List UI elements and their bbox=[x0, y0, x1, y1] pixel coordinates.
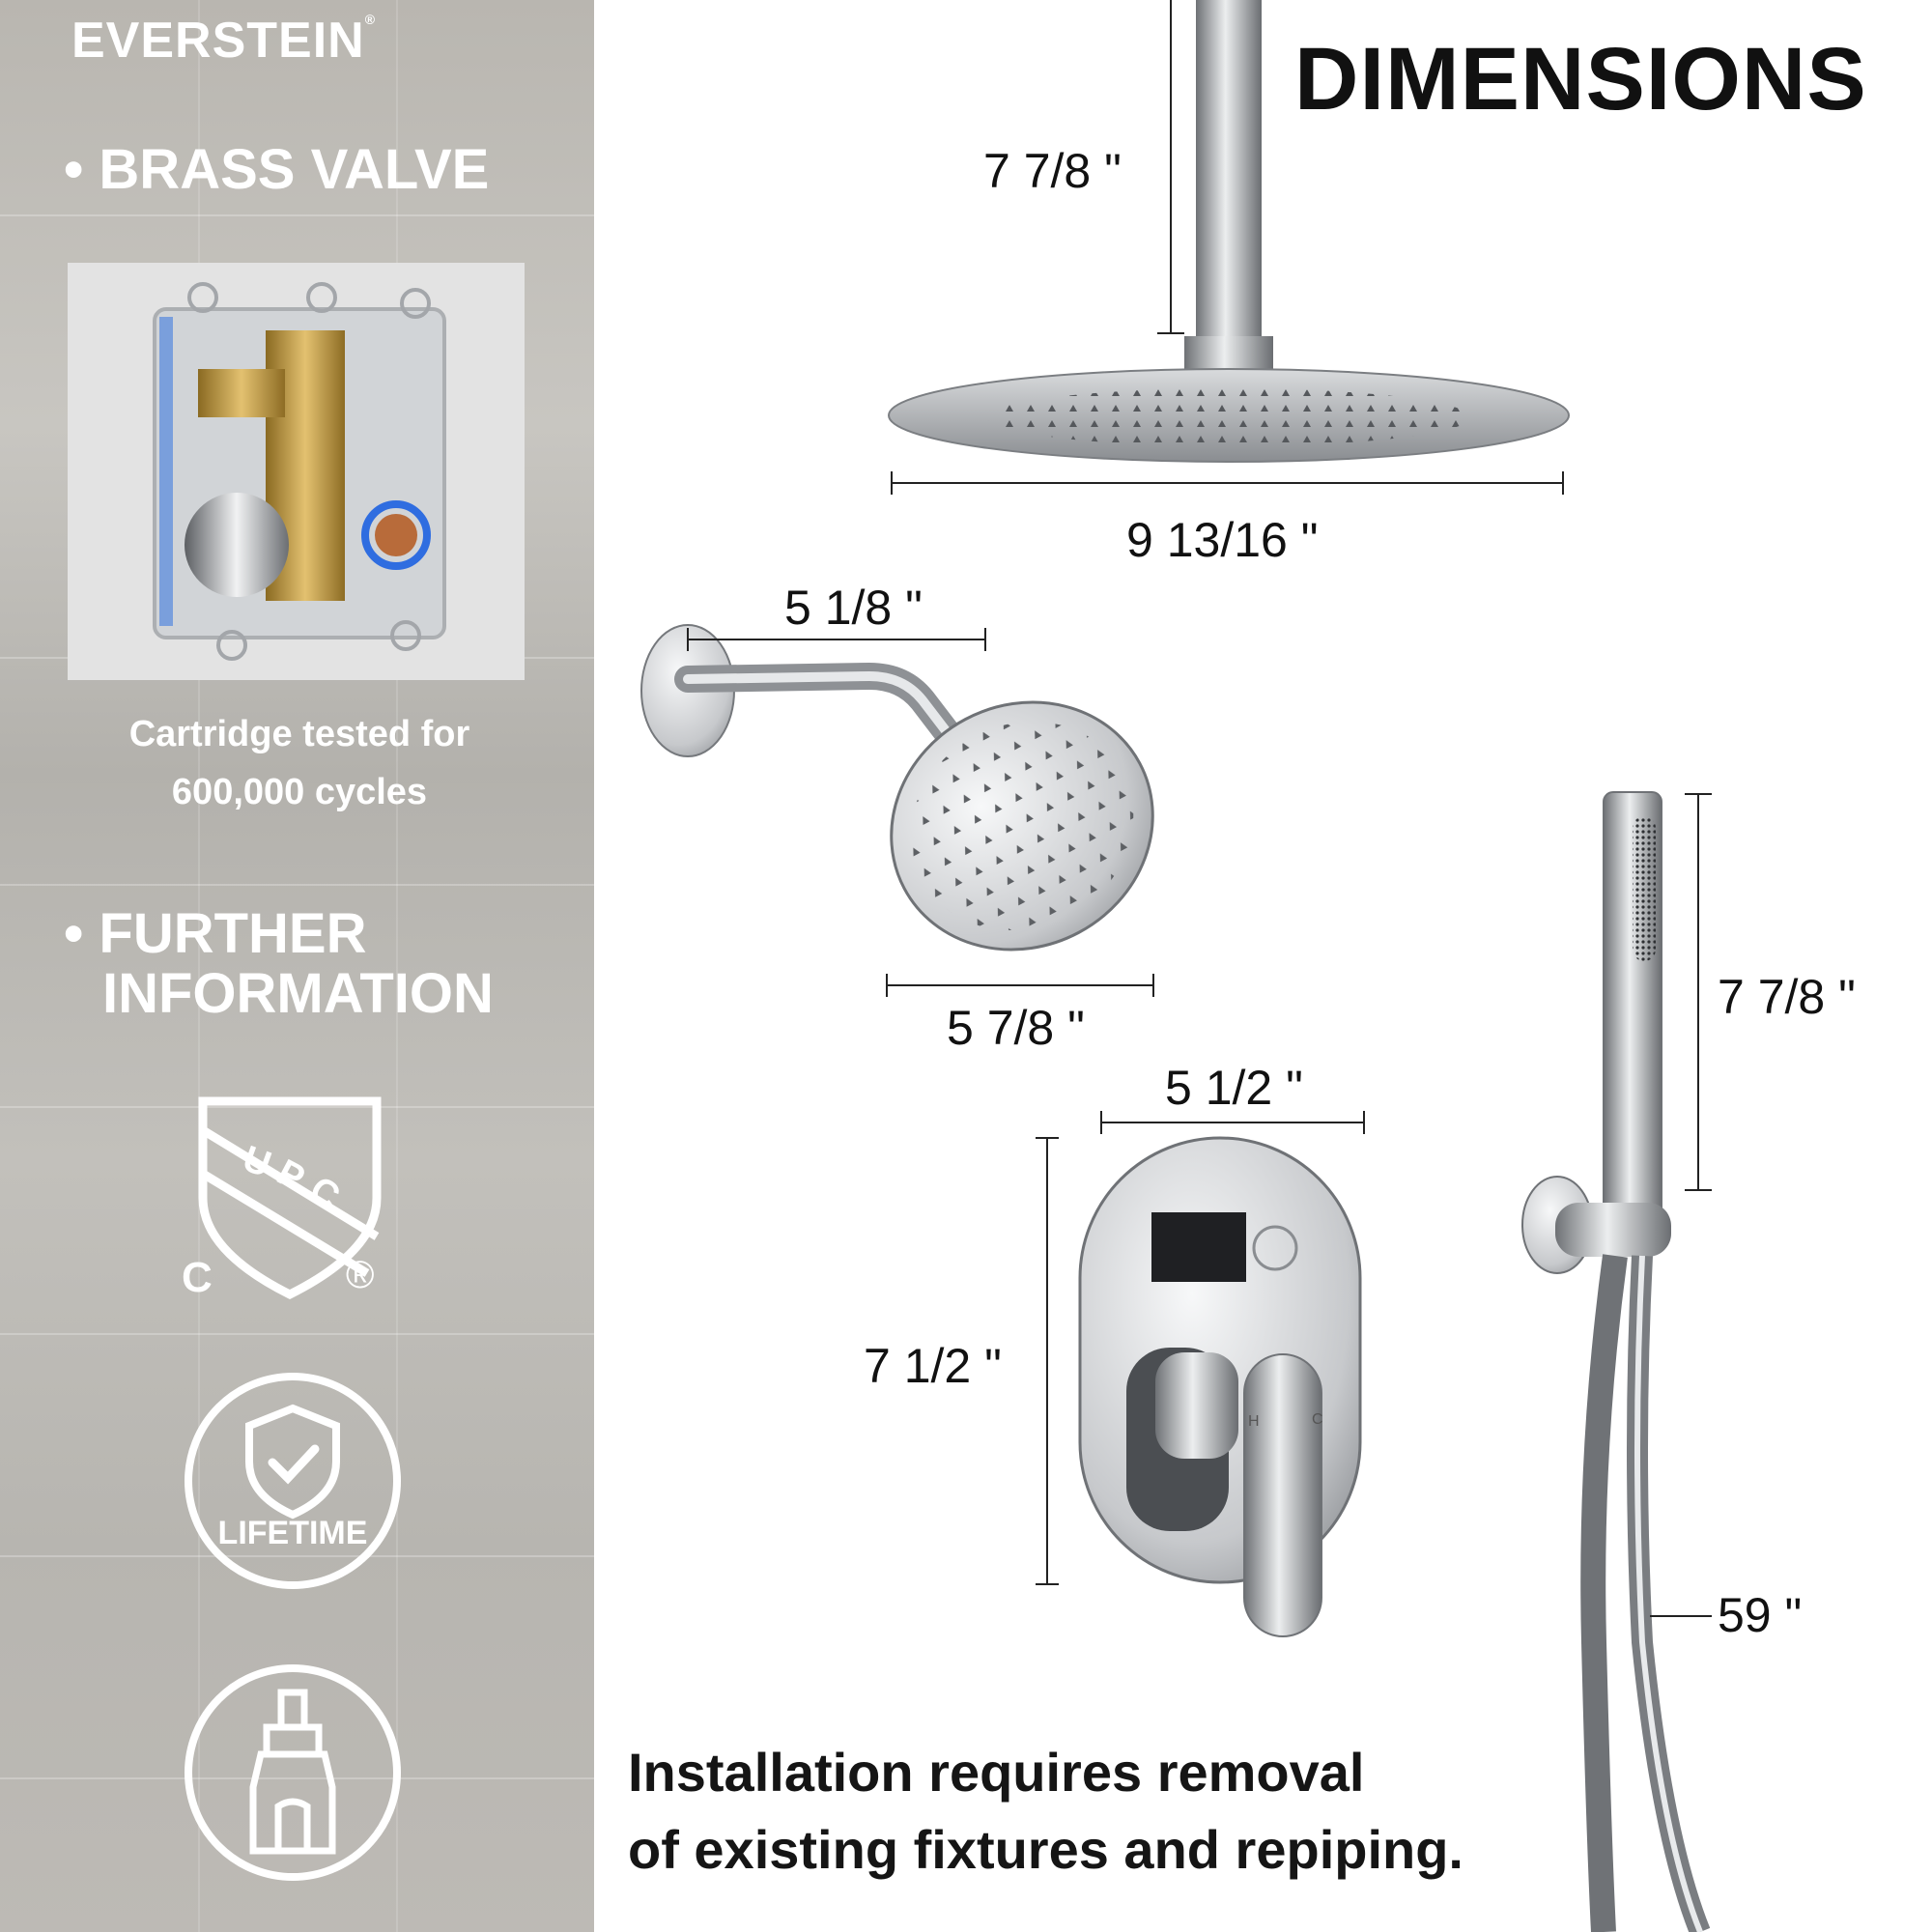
upc-letter-p: P bbox=[270, 1151, 311, 1200]
dim-label-hose: 59 " bbox=[1718, 1588, 1803, 1642]
installation-note-line-2: of existing fixtures and repiping. bbox=[628, 1819, 1463, 1880]
cold-marking: C bbox=[1312, 1411, 1323, 1428]
dim-label-trim-height: 7 1/2 " bbox=[864, 1339, 1002, 1393]
brand-name: EVERSTEIN bbox=[71, 13, 365, 69]
further-heading-line-1: • FURTHER bbox=[64, 902, 367, 965]
arm-connector bbox=[1184, 336, 1273, 371]
lifetime-label: LIFETIME bbox=[217, 1515, 368, 1551]
dim-label-wall-arm: 5 1/8 " bbox=[784, 581, 923, 635]
small-head-nozzles bbox=[874, 683, 1171, 969]
dim-label-handheld: 7 7/8 " bbox=[1718, 970, 1856, 1024]
caption-line-1: Cartridge tested for bbox=[128, 714, 470, 754]
wall-bracket bbox=[1555, 1203, 1671, 1257]
installation-note-line-1: Installation requires removal bbox=[628, 1742, 1365, 1803]
handle-collar bbox=[1155, 1352, 1238, 1459]
dim-label-trim-width: 5 1/2 " bbox=[1165, 1061, 1303, 1115]
handheld-shower bbox=[1522, 792, 1712, 1932]
wall-shower-head bbox=[641, 625, 1197, 997]
valve-trim-plate bbox=[1036, 1111, 1364, 1636]
rain-head-nozzles bbox=[987, 388, 1470, 446]
upc-letter-c: C bbox=[301, 1168, 348, 1218]
upc-letter-u: U bbox=[237, 1138, 276, 1186]
ceiling-arm bbox=[1196, 0, 1262, 338]
handheld-spray-face bbox=[1633, 816, 1656, 961]
installation-note bbox=[628, 1734, 1463, 1889]
further-heading-line-2: INFORMATION bbox=[102, 962, 494, 1025]
dim-label-small-head: 5 7/8 " bbox=[947, 1001, 1085, 1055]
dim-label-rain-width: 9 13/16 " bbox=[1126, 513, 1319, 567]
hose-left bbox=[1593, 1256, 1615, 1932]
lever-handle bbox=[1244, 1354, 1321, 1636]
csa-c-mark: C bbox=[182, 1254, 213, 1301]
page-title: DIMENSIONS bbox=[1294, 30, 1867, 128]
dim-label-ceiling-arm: 7 7/8 " bbox=[983, 144, 1122, 198]
diverter-knob bbox=[1151, 1212, 1246, 1282]
hot-marking: H bbox=[1248, 1413, 1260, 1430]
ceiling-rain-shower bbox=[889, 0, 1569, 495]
trademark-mark: ® bbox=[364, 12, 377, 27]
registered-mark: ® bbox=[346, 1254, 375, 1296]
caption-line-2: 600,000 cycles bbox=[171, 772, 428, 812]
brass-valve-heading: • BRASS VALVE bbox=[64, 138, 490, 201]
